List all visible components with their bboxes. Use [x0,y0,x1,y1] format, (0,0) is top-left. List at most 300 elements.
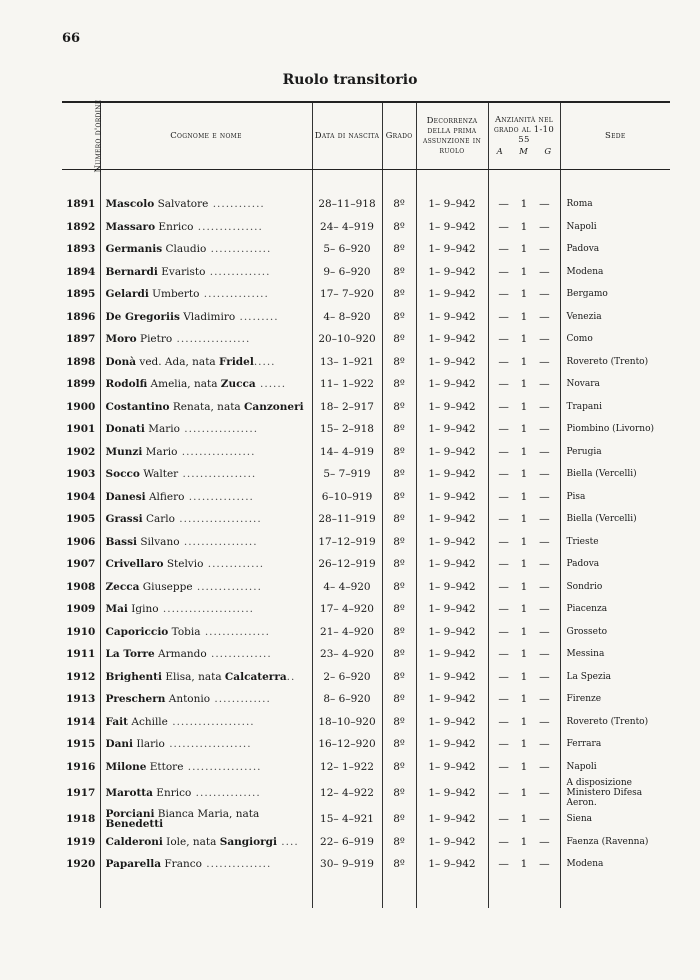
spacer-cell [100,170,312,194]
cell-anzianita [488,261,560,284]
leader-dots: ................. [179,535,258,548]
cell-grade: 8º [382,238,416,261]
cell-anzianita [488,666,560,689]
cell-name [100,643,312,666]
given-name: Enrico [155,220,194,233]
cell-sede: Messina [560,643,670,666]
cell-sede: Pisa [560,486,670,509]
anz-days: — [539,400,550,413]
anz-years: — [498,513,509,526]
cell-birth-date: 20–10–920 [312,328,382,351]
cell-birth-date: 22– 6–919 [312,831,382,854]
leader-dots: ..... [253,355,276,368]
surname: Gelardi [105,288,149,301]
cell-anzianita [488,508,560,531]
anz-days: — [539,490,550,503]
table-row [62,351,670,374]
given-name: Enrico [152,787,192,799]
surname: Paparella [105,858,162,871]
surname: Crivellaro [105,558,164,571]
leader-dots: ................. [178,468,257,481]
anz-years: — [498,625,509,638]
cell-anzianita [488,463,560,486]
header-anz-g: G [544,147,552,157]
anz-years: — [498,423,509,436]
cell-birth-date: 5– 7–919 [312,463,382,486]
cell-grade: 8º [382,396,416,419]
anz-days: — [539,738,550,751]
anz-months: 1 [520,693,528,706]
cell-grade: 8º [382,733,416,756]
given-name: Carlo [142,513,175,526]
anz-months: 1 [520,445,528,458]
cell-number: 1909 [66,603,96,616]
page-title: Ruolo transitorio [282,72,418,88]
cell-anzianita [488,486,560,509]
cell-sede: Trieste [560,531,670,554]
table-header-row [62,102,670,170]
anz-years: — [498,648,509,661]
cell-number: 1915 [66,738,96,751]
cell-decorrenza: 1– 9–942 [416,328,488,351]
anz-years: — [498,445,509,458]
anz-months: 1 [520,625,528,638]
anz-days: — [539,625,550,638]
anz-years: — [498,265,509,278]
maiden-surname: Fridel [219,355,254,368]
cell-name [100,756,312,779]
cell-birth-date: 6–10–919 [312,486,382,509]
table-row [62,463,670,486]
cell-anzianita [488,643,560,666]
surname: Grassi [105,513,143,526]
spacer-row [62,170,670,194]
cell-grade: 8º [382,441,416,464]
filler-cell [488,876,560,908]
table-row [62,238,670,261]
cell-sede: Biella (Vercelli) [560,508,670,531]
table-row [62,576,670,599]
anz-months: 1 [520,813,528,826]
filler-cell [312,876,382,908]
cell-sede: Padova [560,553,670,576]
anz-months: 1 [520,787,528,799]
given-name: Ettore [146,760,184,773]
cell-anzianita [488,688,560,711]
filler-cell [560,876,670,908]
anz-months: 1 [520,490,528,503]
cell-sede: Novara [560,373,670,396]
given-name: Stelvio [163,558,204,571]
anz-days: — [539,243,550,256]
cell-sede: Siena [560,808,670,831]
cell-birth-date: 15– 4–921 [312,808,382,831]
header-grade: Grado [382,102,416,170]
leader-dots: ................... [164,738,252,751]
cell-birth-date: 28–11–919 [312,508,382,531]
cell-sede: Ferrara [560,733,670,756]
given-name: Pietro [136,333,173,346]
cell-sede: Rovereto (Trento) [560,351,670,374]
cell-name [100,441,312,464]
anz-days: — [539,265,550,278]
surname: De Gregoriis [105,310,180,323]
leader-dots: ............... [200,625,270,638]
table-row [62,808,670,831]
leader-dots: .............. [205,265,271,278]
anz-days: — [539,858,550,871]
cell-birth-date: 18– 2–917 [312,396,382,419]
anz-days: — [539,220,550,233]
anz-days: — [539,760,550,773]
cell-decorrenza: 1– 9–942 [416,621,488,644]
cell-sede: Grosseto [560,621,670,644]
anz-months: 1 [520,310,528,323]
cell-decorrenza: 1– 9–942 [416,373,488,396]
cell-birth-date: 21– 4–920 [312,621,382,644]
cell-grade: 8º [382,643,416,666]
surname: Rodolfi [105,378,148,391]
leader-dots: ............... [199,288,269,301]
anz-years: — [498,220,509,233]
cell-number: 1905 [66,513,96,526]
cell-anzianita [488,193,560,216]
cell-grade: 8º [382,508,416,531]
cell-name [100,373,312,396]
header-decorrenza: Decorrenza della prima assunzione in ruolo [416,102,488,170]
cell-name [100,831,312,854]
cell-birth-date: 12– 4–922 [312,778,382,808]
leader-dots: ................... [167,715,255,728]
anz-years: — [498,468,509,481]
cell-number: 1897 [66,333,96,346]
cell-decorrenza: 1– 9–942 [416,463,488,486]
table-row [62,396,670,419]
surname: Fait [105,715,129,728]
given-name: Walter [139,468,179,481]
cell-number: 1912 [66,670,96,683]
cell-grade: 8º [382,463,416,486]
given-name: Giuseppe [139,580,193,593]
cell-sede: Como [560,328,670,351]
cell-decorrenza: 1– 9–942 [416,853,488,876]
cell-grade: 8º [382,486,416,509]
anz-days: — [539,715,550,728]
anz-months: 1 [520,198,528,211]
leader-dots: ............... [192,580,262,593]
cell-anzianita [488,306,560,329]
cell-number: 1917 [66,787,96,799]
table-row [62,831,670,854]
surname: Calderoni [105,835,163,848]
surname: La Torre [105,648,155,661]
surname: Mascolo [105,198,155,211]
cell-decorrenza: 1– 9–942 [416,216,488,239]
cell-name [100,463,312,486]
cell-anzianita [488,373,560,396]
given-name: Salvatore [154,198,209,211]
cell-sede: Trapani [560,396,670,419]
given-name: Armando [154,648,207,661]
cell-anzianita [488,418,560,441]
cell-number: 1904 [66,490,96,503]
cell-grade: 8º [382,216,416,239]
cell-grade: 8º [382,598,416,621]
anz-days: — [539,198,550,211]
cell-birth-date: 16–12–920 [312,733,382,756]
surname: Munzi [105,445,143,458]
anz-months: 1 [520,738,528,751]
cell-anzianita [488,778,560,808]
anz-months: 1 [520,535,528,548]
table-row [62,553,670,576]
anz-days: — [539,558,550,571]
table-body [62,170,670,908]
anz-years: — [498,670,509,683]
cell-decorrenza: 1– 9–942 [416,441,488,464]
leader-dots: ................. [183,760,262,773]
leader-dots: ................. [172,333,251,346]
anz-days: — [539,423,550,436]
cell-sede: Sondrio [560,576,670,599]
cell-anzianita [488,553,560,576]
anz-years: — [498,603,509,616]
table-row [62,756,670,779]
cell-birth-date: 18–10–920 [312,711,382,734]
cell-birth-date: 26–12–919 [312,553,382,576]
cell-number: 1902 [66,445,96,458]
anz-months: 1 [520,580,528,593]
filler-cell [100,876,312,908]
cell-number: 1898 [66,355,96,368]
filler-cell [416,876,488,908]
table-row [62,778,670,808]
table-row [62,711,670,734]
header-anzianita [488,102,560,170]
spacer-cell [416,170,488,194]
cell-number: 1893 [66,243,96,256]
filler-row [62,876,670,908]
given-name: Vladimiro [179,310,236,323]
cell-anzianita [488,441,560,464]
anz-days: — [539,468,550,481]
cell-decorrenza: 1– 9–942 [416,643,488,666]
cell-name [100,193,312,216]
cell-name [100,531,312,554]
anz-months: 1 [520,243,528,256]
cell-number: 1895 [66,288,96,301]
anz-days: — [539,835,550,848]
cell-birth-date: 23– 4–920 [312,643,382,666]
leader-dots: ..................... [158,603,255,616]
surname: Brighenti [105,670,163,683]
cell-anzianita [488,283,560,306]
cell-sede: Rovereto (Trento) [560,711,670,734]
surname: Dani [105,738,134,751]
cell-name [100,711,312,734]
anz-days: — [539,333,550,346]
cell-birth-date: 13– 1–921 [312,351,382,374]
leader-dots: ................. [177,445,256,458]
cell-decorrenza: 1– 9–942 [416,396,488,419]
cell-number: 1901 [66,423,96,436]
cell-grade: 8º [382,711,416,734]
cell-grade: 8º [382,351,416,374]
cell-decorrenza: 1– 9–942 [416,711,488,734]
table-row [62,508,670,531]
cell-anzianita [488,711,560,734]
cell-anzianita [488,576,560,599]
anz-months: 1 [520,648,528,661]
cell-sede: La Spezia [560,666,670,689]
cell-birth-date: 30– 9–919 [312,853,382,876]
cell-grade: 8º [382,688,416,711]
anz-years: — [498,787,509,799]
anz-years: — [498,288,509,301]
given-name: Bianca Maria, nata [154,808,260,821]
leader-dots: ................. [179,423,259,436]
anz-years: — [498,490,509,503]
surname: Caporiccio [105,625,169,638]
cell-anzianita [488,216,560,239]
cell-anzianita [488,238,560,261]
page-number: 66 [62,31,81,46]
cell-grade: 8º [382,373,416,396]
anz-days: — [539,513,550,526]
cell-number: 1910 [66,625,96,638]
cell-anzianita [488,598,560,621]
cell-grade: 8º [382,808,416,831]
anz-days: — [539,813,550,826]
table-row [62,643,670,666]
cell-sede: Piacenza [560,598,670,621]
maiden-surname: Benedetti [105,818,164,831]
cell-birth-date: 17– 4–920 [312,598,382,621]
cell-number: 1919 [66,835,96,848]
anz-days: — [539,670,550,683]
cell-decorrenza: 1– 9–942 [416,553,488,576]
anz-months: 1 [520,220,528,233]
cell-birth-date: 17– 7–920 [312,283,382,306]
given-name: Igino [127,603,159,616]
table-row [62,283,670,306]
cell-birth-date: 14– 4–919 [312,441,382,464]
table-row [62,418,670,441]
leader-dots: ............... [201,858,272,871]
leader-dots: ................... [174,513,262,526]
table-row [62,853,670,876]
anz-years: — [498,760,509,773]
surname: Mai [105,603,128,616]
leader-dots: ............... [191,787,261,799]
cell-sede: Padova [560,238,670,261]
anz-years: — [498,378,509,391]
cell-decorrenza: 1– 9–942 [416,756,488,779]
given-name: Claudio [162,243,207,256]
cell-name [100,216,312,239]
surname: Marotta [105,787,153,799]
header-sede: Sede [560,102,670,170]
anz-years: — [498,333,509,346]
anz-days: — [539,288,550,301]
cell-decorrenza: 1– 9–942 [416,808,488,831]
given-name: Mario [142,445,178,458]
cell-number: 1903 [66,468,96,481]
table-row [62,441,670,464]
anz-days: — [539,693,550,706]
cell-sede: Venezia [560,306,670,329]
anz-years: — [498,558,509,571]
cell-number: 1911 [66,648,96,661]
anz-days: — [539,445,550,458]
maiden-surname: Canzoneri [244,400,304,413]
cell-number: 1906 [66,535,96,548]
cell-number: 1899 [66,378,96,391]
surname: Porciani [105,808,155,821]
cell-anzianita [488,756,560,779]
cell-name [100,733,312,756]
given-name: Renata, nata [169,400,245,413]
cell-anzianita [488,328,560,351]
anz-years: — [498,310,509,323]
leader-dots: ...... [255,378,287,391]
cell-grade: 8º [382,553,416,576]
cell-name [100,238,312,261]
anz-months: 1 [520,760,528,773]
cell-number: 1920 [66,858,96,871]
cell-name [100,553,312,576]
surname: Costantino [105,400,170,413]
table-row [62,598,670,621]
given-name: ved. Ada, nata [136,355,220,368]
cell-name [100,486,312,509]
anz-years: — [498,355,509,368]
table-row [62,216,670,239]
cell-birth-date: 5– 6–920 [312,238,382,261]
cell-grade: 8º [382,853,416,876]
table-row [62,666,670,689]
maiden-surname: Sangiorgi [219,835,277,848]
cell-sede: Napoli [560,216,670,239]
cell-name [100,621,312,644]
anz-months: 1 [520,288,528,301]
roster-table [62,101,670,908]
cell-name [100,306,312,329]
cell-decorrenza: 1– 9–942 [416,688,488,711]
header-anz-a: A [496,147,504,157]
surname: Preschern [105,693,166,706]
cell-sede: Napoli [560,756,670,779]
cell-decorrenza: 1– 9–942 [416,486,488,509]
table-row [62,306,670,329]
cell-decorrenza: 1– 9–942 [416,283,488,306]
given-name: Silvano [137,535,180,548]
cell-anzianita [488,531,560,554]
anz-months: 1 [520,715,528,728]
cell-decorrenza: 1– 9–942 [416,238,488,261]
cell-name [100,396,312,419]
cell-name [100,778,312,808]
cell-decorrenza: 1– 9–942 [416,666,488,689]
spacer-cell [382,170,416,194]
filler-cell [62,876,100,908]
cell-grade: 8º [382,418,416,441]
cell-number: 1908 [66,580,96,593]
surname: Socco [105,468,140,481]
cell-decorrenza: 1– 9–942 [416,418,488,441]
cell-grade: 8º [382,531,416,554]
leader-dots: .............. [206,243,272,256]
